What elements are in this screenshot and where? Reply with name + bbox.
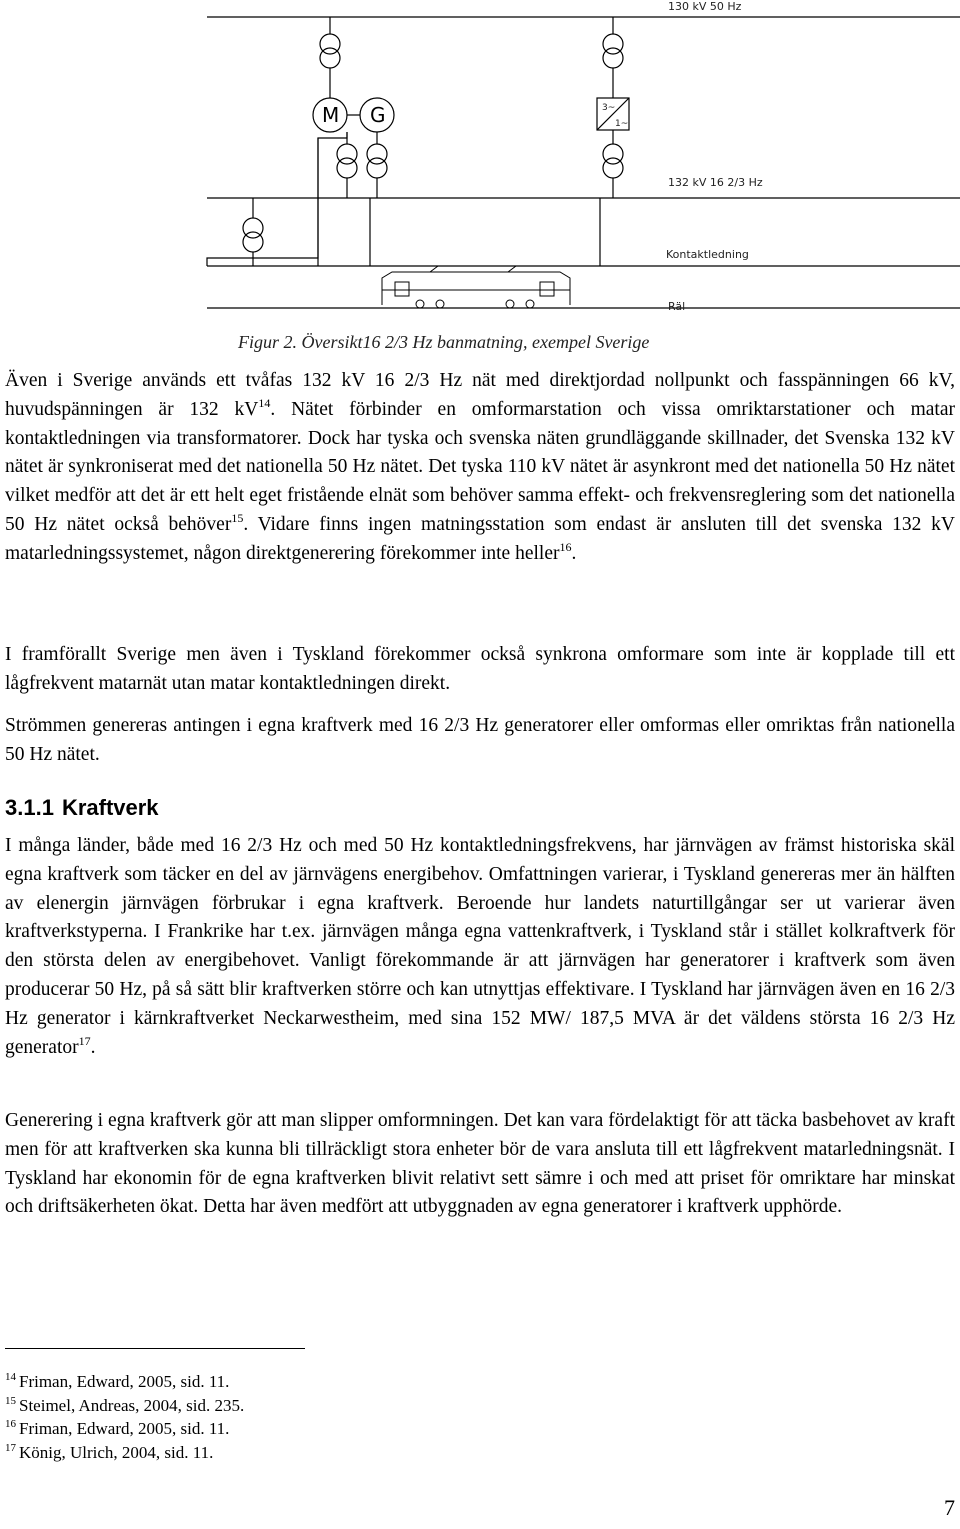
footnote-item: $^{15}$ Steimel, Andreas, 2004, sid. 235. <box>5 1394 245 1415</box>
paragraph-2: I framförallt Sverige men även i Tyskland förekommer också synkrona omformare som inte är kopplade till ett lågfrekvent matarnät utan matar kontaktledningen direkt. <box>5 644 955 694</box>
paragraph-1: Även i Sverige används ett tvåfas 132 kV 16 2/3 Hz nät med direktjordad nollpunkt och fasspänningen 66 kV, huvudspänningen är 132 $kV^{14}$. Nätet förbinder en omformarstation och vissa omriktarstationer och matar kontaktledningen via transformatorer. Dock har tyska och svenska näten grundläggande skillnader, det Svenska 132 kV nätet är synkroniserat med det nationella 50 Hz nätet. Det tyska 110 kV nätet är asynkront med det nationella 50 Hz nätet vilket medför att det är ett helt eget fristående elnät som behöver samma effekt- och frekvensreglering som det nationella 50 Hz nätet också behöver$^{15}$. Vidare finns ingen matningsstation som endast är ansluten till det svenska 132 kV matarledningssystemet, någon direktgenerering förekommer inte heller$^{16}$. <box>5 370 955 564</box>
generator-symbol: G <box>370 103 386 127</box>
section-title: Kraftverk <box>61 795 159 820</box>
footnote-item: $^{14}$ Friman, Edward, 2005, sid. 11. <box>5 1371 230 1391</box>
footnote-ref-14: 14 <box>258 395 271 410</box>
power-supply-diagram <box>0 0 960 320</box>
bus-130kv-label: 130 kV 50 Hz <box>668 0 742 13</box>
footnote-ref-15: 15 <box>231 510 244 525</box>
bus-132kv-label: 132 kV 16 2/3 Hz <box>668 176 763 189</box>
paragraph-4: I många länder, både med 16 2/3 Hz och med 50 Hz kontaktledningsfrekvens, har järnvägen av främst historiska skäl egna kraftverk som täcker en del av järnvägens energibehov. Omfattningen varierar, i Tyskland genereras mer än hälften av elenergin järnvägen förbrukar i egna kraftverk. Beroende hur landets naturtillgångar ser ut varierar även kraftverkstyperna. I Frankrike har t.ex. järnvägen många egna vattenkraftverk, i Tyskland står i stället kolkraftverk för den största delen av energibehovet. Vanligt förekommande är att järnvägen har generatorer i kraftverk som även producerar 50 Hz, på så sätt blir kraftverken större och kan utnyttjas effektivare. I Tyskland har järnvägen även en 16 2/3 Hz generator i kärnkraftverket Neckarwestheim, med sina 152 MW/ 187,5 MVA är det väldens största 16 2/3 Hz generator$^{17}$. <box>5 835 955 1058</box>
footnote-item: $^{16}$ Friman, Edward, 2005, sid. 11. <box>5 1418 230 1438</box>
converter-output-label: 1~ <box>615 119 629 129</box>
footnote-item: $^{17}$ König, Ulrich, 2004, sid. 11. <box>5 1441 214 1462</box>
paragraph-3: Strömmen genereras antingen i egna kraftverk med 16 2/3 Hz generatorer eller omformas eller omriktas från nationella 50 Hz nätet. <box>5 715 955 765</box>
figure-caption: Figur 2. Översikt16 2/3 Hz banmatning, exempel Sverige <box>238 332 650 352</box>
paragraph-5: Generering i egna kraftverk gör att man slipper omformningen. Det kan vara fördelaktigt för att täcka basbehovet av kraft men för att kraftverken ska kunna bli tillräckligt stora enheter bör de vara ansluta till ett lågfrekvent matarledningsnät. I Tyskland har ekonomin för de egna kraftverken blivit relativt sett sämre i och med att priset för omriktare har minskat och driftsäkerheten ökat. Detta har även medfört att utbyggnaden av egna generatorer i kraftverk upphörde. <box>5 1110 955 1218</box>
motor-symbol: M <box>322 103 340 127</box>
substation-transformer <box>243 198 263 266</box>
footnote-ref-16: 16 <box>559 539 572 554</box>
footnote-ref-17: 17 <box>78 1033 91 1048</box>
footnote-list <box>5 1370 244 1464</box>
page-number: 7 <box>944 1495 955 1520</box>
rail-label: Räl <box>668 300 686 313</box>
section-heading <box>5 793 159 823</box>
converter-input-label: 3~ <box>602 103 616 113</box>
rotary-converter-station <box>207 17 394 266</box>
section-number: 3.1.1 <box>5 795 54 820</box>
static-converter-station <box>597 17 629 266</box>
contact-line-label: Kontaktledning <box>666 248 749 261</box>
locomotive-icon <box>382 266 570 308</box>
footnote-divider <box>5 1348 305 1349</box>
